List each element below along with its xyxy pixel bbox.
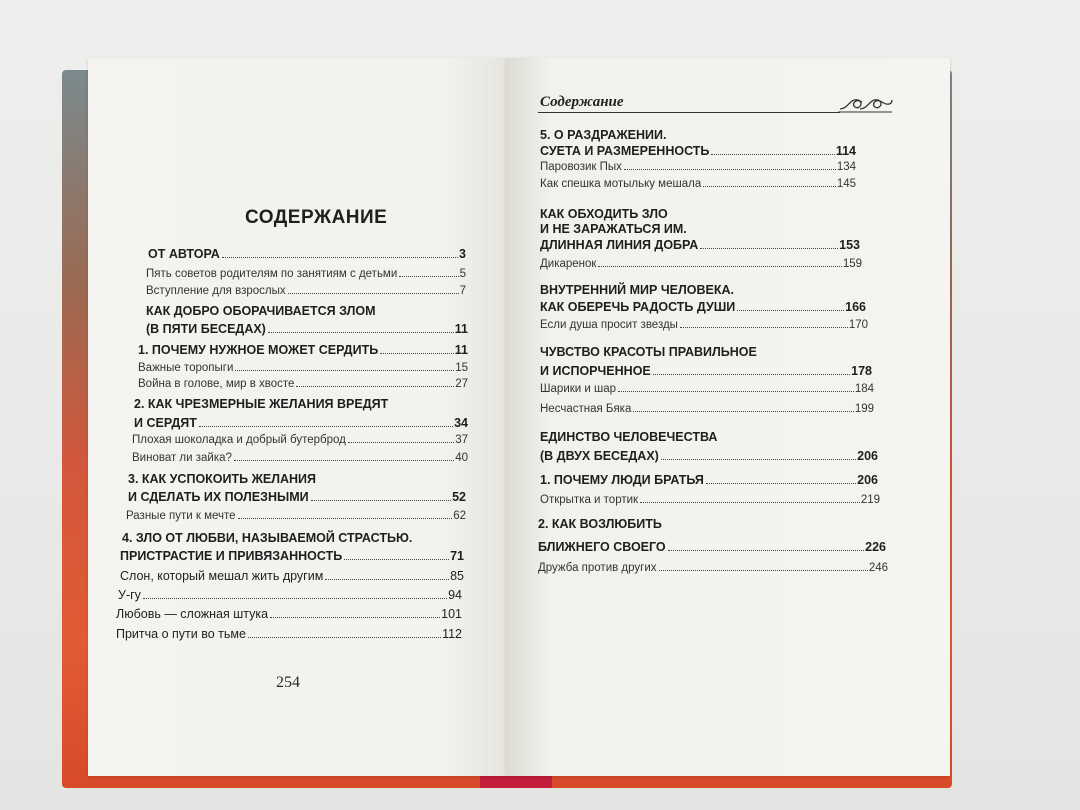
toc-entry-title: (В ДВУХ БЕСЕДАХ) <box>540 449 659 463</box>
toc-entry <box>116 627 462 641</box>
toc-entry-page: 34 <box>454 416 468 430</box>
toc-entry-title: Важные торопыги <box>138 362 234 374</box>
toc-entry <box>138 362 468 374</box>
toc-entry <box>540 238 860 252</box>
toc-entry-page: 5 <box>459 268 466 280</box>
toc-entry-page: 11 <box>454 343 468 357</box>
toc-entry-page: 85 <box>450 569 464 583</box>
toc-entry-page: 246 <box>868 562 888 574</box>
toc-entry <box>138 378 468 390</box>
toc-entry-page: 114 <box>835 144 856 158</box>
toc-entry <box>146 285 466 297</box>
toc-entry <box>126 510 466 522</box>
toc-entry-page: 37 <box>455 434 468 446</box>
toc-entry-title: И СЕРДЯТ <box>134 416 197 430</box>
toc-entry <box>540 178 856 190</box>
toc-entry-title: Любовь — сложная штука <box>116 607 269 621</box>
toc-entry <box>538 540 886 554</box>
toc-entry-line: 4. ЗЛО ОТ ЛЮБВИ, НАЗЫВАЕМОЙ СТРАСТЬЮ. <box>122 531 413 545</box>
toc-entry-line: ЕДИНСТВО ЧЕЛОВЕЧЕСТВА <box>540 430 718 444</box>
toc-entry-page: 159 <box>842 258 862 270</box>
toc-entry <box>128 490 466 504</box>
toc-entry <box>132 434 468 446</box>
toc-entry-page: 206 <box>857 449 878 463</box>
toc-entry <box>540 319 868 331</box>
toc-entry-page: 62 <box>453 510 466 522</box>
toc-entry-page: 178 <box>851 364 872 378</box>
toc-entry <box>116 607 462 621</box>
toc-entry-title: ОТ АВТОРА <box>148 247 220 261</box>
toc-entry <box>146 268 466 280</box>
toc-entry-page: 7 <box>459 285 466 297</box>
toc-entry-page: 71 <box>450 549 464 563</box>
toc-entry <box>538 562 888 574</box>
toc-entry <box>540 161 856 173</box>
toc-entry-page: 219 <box>860 494 880 506</box>
toc-entry-page: 94 <box>448 588 462 602</box>
toc-entry-title: Дружба против других <box>538 562 657 574</box>
toc-entry-page: 52 <box>452 490 466 504</box>
toc-entry-page: 199 <box>854 403 874 415</box>
toc-entry-title: 1. ПОЧЕМУ НУЖНОЕ МОЖЕТ СЕРДИТЬ <box>138 343 379 357</box>
toc-entry-line: ВНУТРЕННИЙ МИР ЧЕЛОВЕКА. <box>540 283 734 297</box>
toc-entry <box>540 258 862 270</box>
toc-entry-title: Открытка и тортик <box>540 494 639 506</box>
toc-entry-title: Слон, который мешал жить другим <box>120 569 324 583</box>
toc-entry-title: Плохая шоколадка и добрый бутерброд <box>132 434 346 446</box>
toc-entry-page: 184 <box>854 383 874 395</box>
toc-entry-page: 153 <box>839 238 860 252</box>
toc-entry <box>118 588 462 602</box>
toc-entry-title: Разные пути к мечте <box>126 510 236 522</box>
toc-entry <box>540 300 866 314</box>
toc-entry-page: 15 <box>455 362 468 374</box>
ornament-icon <box>838 92 894 114</box>
toc-entry <box>146 322 468 336</box>
toc-entry-title: И ИСПОРЧЕННОЕ <box>540 364 651 378</box>
toc-entry <box>540 449 878 463</box>
toc-entry <box>134 416 468 430</box>
toc-entry-page: 134 <box>836 161 856 173</box>
toc-entry-title: Война в голове, мир в хвосте <box>138 378 295 390</box>
toc-entry-title: Дикаренок <box>540 258 597 270</box>
toc-entry <box>540 403 874 415</box>
toc-entry-page: 101 <box>441 607 462 621</box>
contents-title: СОДЕРЖАНИЕ <box>245 207 388 228</box>
toc-entry-page: 3 <box>459 247 466 261</box>
toc-entry-title: (В ПЯТИ БЕСЕДАХ) <box>146 322 266 336</box>
toc-entry <box>120 569 464 583</box>
toc-entry-line: 2. КАК ВОЗЛЮБИТЬ <box>538 517 662 531</box>
toc-entry-line: КАК ОБХОДИТЬ ЗЛО <box>540 207 668 221</box>
toc-entry-title: И СДЕЛАТЬ ИХ ПОЛЕЗНЫМИ <box>128 490 309 504</box>
toc-entry-line: 5. О РАЗДРАЖЕНИИ. <box>540 128 667 142</box>
toc-entry-title: Виноват ли зайка? <box>132 452 232 464</box>
toc-entry <box>540 383 874 395</box>
toc-entry-page: 226 <box>865 540 886 554</box>
toc-entry-title: Пять советов родителям по занятиям с детьми <box>146 268 398 280</box>
toc-entry-title: Паровозик Пых <box>540 161 622 173</box>
toc-entry-page: 11 <box>454 322 468 336</box>
toc-entry-page: 40 <box>455 452 468 464</box>
toc-entry-title: КАК ОБЕРЕЧЬ РАДОСТЬ ДУШИ <box>540 300 736 314</box>
toc-entry-line: 3. КАК УСПОКОИТЬ ЖЕЛАНИЯ <box>128 472 317 486</box>
toc-entry <box>132 452 468 464</box>
toc-entry-title: БЛИЖНЕГО СВОЕГО <box>538 540 666 554</box>
toc-entry-line: КАК ДОБРО ОБОРАЧИВАЕТСЯ ЗЛОМ <box>146 304 376 318</box>
toc-entry-title: Притча о пути во тьме <box>116 627 246 641</box>
toc-entry-title: ПРИСТРАСТИЕ И ПРИВЯЗАННОСТЬ <box>120 549 343 563</box>
toc-entry <box>540 473 878 487</box>
toc-entry-title: СУЕТА И РАЗМЕРЕННОСТЬ <box>540 144 710 158</box>
page-number: 254 <box>276 674 300 691</box>
toc-entry-title: Шарики и шар <box>540 383 617 395</box>
toc-entry <box>540 144 856 158</box>
toc-entry-title: Как спешка мотыльку мешала <box>540 178 702 190</box>
toc-entry-line: 2. КАК ЧРЕЗМЕРНЫЕ ЖЕЛАНИЯ ВРЕДЯТ <box>134 397 389 411</box>
toc-entry <box>540 494 880 506</box>
toc-entry-line: И НЕ ЗАРАЖАТЬСЯ ИМ. <box>540 222 687 236</box>
toc-entry-page: 170 <box>848 319 868 331</box>
toc-entry-page: 27 <box>455 378 468 390</box>
running-head-rule <box>538 112 840 113</box>
toc-entry <box>120 549 464 563</box>
toc-entry-title: Вступление для взрослых <box>146 285 286 297</box>
toc-entry-page: 112 <box>442 627 462 641</box>
toc-entry-page: 145 <box>836 178 856 190</box>
toc-entry-title: ДЛИННАЯ ЛИНИЯ ДОБРА <box>540 238 699 252</box>
toc-entry <box>148 247 466 261</box>
toc-entry-title: У-гу <box>118 588 141 602</box>
toc-entry-title: 1. ПОЧЕМУ ЛЮДИ БРАТЬЯ <box>540 473 704 487</box>
toc-entry <box>540 364 872 378</box>
toc-entry-title: Если душа просит звезды <box>540 319 678 331</box>
toc-entry-page: 206 <box>857 473 878 487</box>
toc-entry-line: ЧУВСТВО КРАСОТЫ ПРАВИЛЬНОЕ <box>540 345 757 359</box>
running-head: Содержание <box>540 94 624 110</box>
toc-entry-page: 166 <box>845 300 866 314</box>
toc-entry-title: Несчастная Бяка <box>540 403 632 415</box>
toc-entry <box>138 343 468 357</box>
